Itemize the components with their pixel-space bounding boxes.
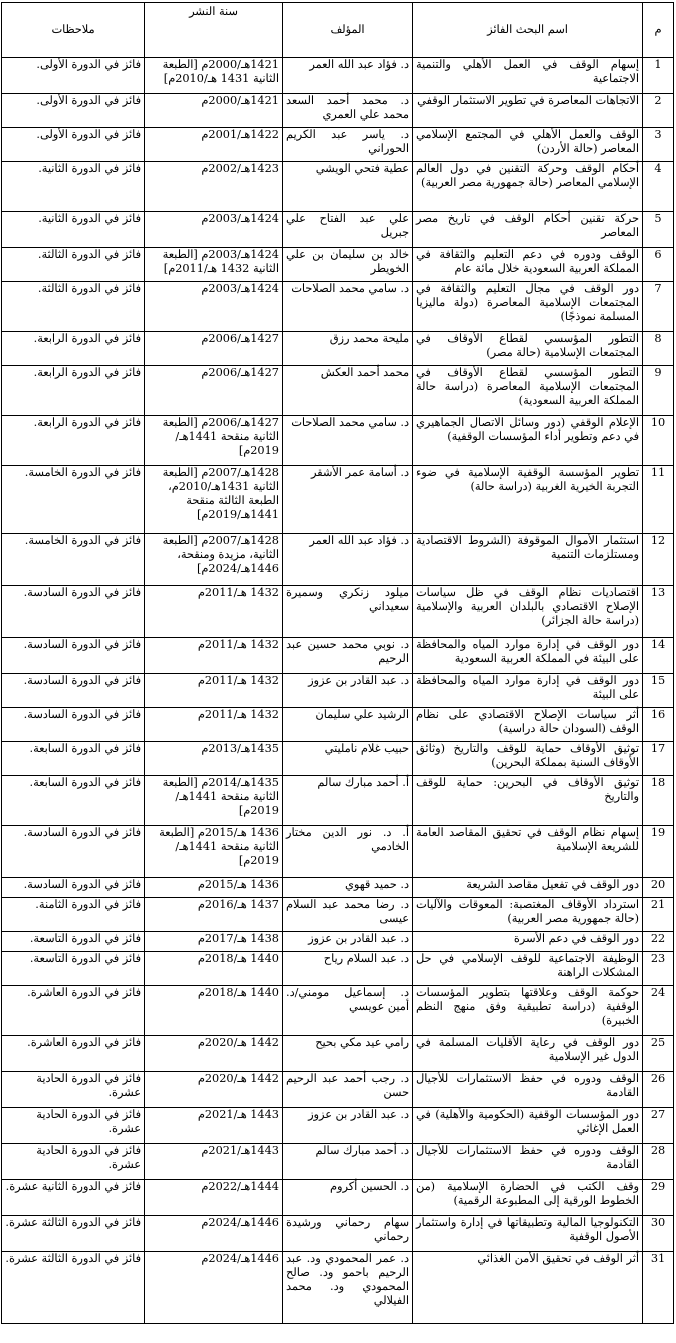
cell-author: د. فؤاد عبد الله العمر (283, 58, 413, 94)
table-row (2, 212, 674, 248)
cell-author: د. عبد القادر بن عزوز (283, 674, 413, 708)
cell-title: تطوير المؤسسة الوقفية الإسلامية في ضوء التجربة الخيرية الغربية (دراسة حالة) (413, 466, 643, 534)
table-row (2, 466, 674, 534)
cell-year: 1424هـ/2003م [الطبعة الثانية 1432 هـ/2011م] (145, 248, 283, 282)
cell-year: 1444هـ/2022م (145, 1180, 283, 1216)
table-row (2, 1144, 674, 1180)
cell-author: ميلود زنكري وسميرة سعيداني (283, 586, 413, 638)
cell-title: دور المؤسسات الوقفية (الحكومية والأهلية) في العمل الإغاثي (413, 1108, 643, 1144)
cell-number: 10 (643, 416, 674, 466)
cell-notes: فائز في الدورة الثالثة عشرة. (2, 1252, 145, 1324)
cell-title: استثمار الأموال الموقوفة (الشروط الاقتصادية ومستلزمات التنمية (413, 534, 643, 586)
cell-title: إسهام نظام الوقف في تحقيق المقاصد العامة للشريعة الإسلامية (413, 826, 643, 878)
header-number: م (643, 3, 674, 58)
table-row (2, 248, 674, 282)
table-row (2, 128, 674, 162)
cell-author: عطية فتحي الويشي (283, 162, 413, 212)
cell-notes: فائز في الدورة الخامسة. (2, 534, 145, 586)
cell-notes: فائز في الدورة الحادية عشرة. (2, 1108, 145, 1144)
cell-year: 1438 هـ/2017م (145, 932, 283, 952)
cell-title: التكنولوجيا المالية وتطبيقاتها في إدارة واستثمار الأصول الوقفية (413, 1216, 643, 1252)
cell-title: التطور المؤسسي لقطاع الأوقاف في المجتمعات الإسلامية المعاصرة (دراسة حالة المملكة العربية السعودية) (413, 366, 643, 416)
cell-author: د. سامي محمد الصلاحات (283, 282, 413, 332)
table-row (2, 986, 674, 1036)
table-row (2, 708, 674, 742)
cell-title: دور الوقف في مجال التعليم والثقافة في المجتمعات الإسلامية المعاصرة (دولة ماليزيا المسلمة نموذجًا) (413, 282, 643, 332)
cell-number: 24 (643, 986, 674, 1036)
cell-author: رامي عيد مكي بحيح (283, 1036, 413, 1072)
cell-author: علي عبد الفتاح علي جبريل (283, 212, 413, 248)
table-row (2, 586, 674, 638)
cell-title: الوظيفة الاجتماعية للوقف الإسلامي في حل المشكلات الراهنة (413, 952, 643, 986)
cell-number: 7 (643, 282, 674, 332)
cell-number: 17 (643, 742, 674, 776)
cell-notes: فائز في الدورة الثانية. (2, 162, 145, 212)
cell-author: د. عبد القادر بن عزوز (283, 932, 413, 952)
cell-number: 23 (643, 952, 674, 986)
table-row (2, 776, 674, 826)
table-body (2, 58, 674, 1324)
cell-year: 1435هـ/2014م [الطبعة الثانية منقحة 1441هـ/ 2019م] (145, 776, 283, 826)
winners-table (1, 2, 674, 1324)
cell-number: 13 (643, 586, 674, 638)
cell-number: 30 (643, 1216, 674, 1252)
cell-notes: فائز في الدورة العاشرة. (2, 986, 145, 1036)
cell-number: 14 (643, 638, 674, 674)
cell-author: سهام رحماني ورشيدة رحماني (283, 1216, 413, 1252)
cell-title: حركة تقنين أحكام الوقف في تاريخ مصر المعاصر (413, 212, 643, 248)
cell-notes: فائز في الدورة السادسة. (2, 878, 145, 898)
cell-author: د. سامي محمد الصلاحات (283, 416, 413, 466)
table-row (2, 878, 674, 898)
table-row (2, 1108, 674, 1144)
cell-title: وقف الكتب في الحضارة الإسلامية (من الخطوط الورقية إلى المطبوعة الرقمية) (413, 1180, 643, 1216)
cell-year: 1424هـ/2003م (145, 212, 283, 248)
cell-author: مليحة محمد رزق (283, 332, 413, 366)
cell-number: 31 (643, 1252, 674, 1324)
header-author: المؤلف (283, 3, 413, 58)
table-row (2, 416, 674, 466)
cell-notes: فائز في الدورة الرابعة. (2, 366, 145, 416)
cell-author: حبيب غلام نامليتي (283, 742, 413, 776)
cell-number: 6 (643, 248, 674, 282)
cell-title: دور الوقف في تفعيل مقاصد الشريعة (413, 878, 643, 898)
cell-title: حوكمة الوقف وعلاقتها بتطوير المؤسسات الوقفية (دراسة تطبيقية وفق منهج النظم الخبيرة) (413, 986, 643, 1036)
cell-title: الإعلام الوقفي (دور وسائل الاتصال الجماهيري في دعم وتطوير أداء المؤسسات الوقفية) (413, 416, 643, 466)
cell-year: 1428هـ/2007م [الطبعة الثانية 1431هـ/2010م، الطبعة الثالثة منقحة 1441هـ/2019م] (145, 466, 283, 534)
cell-number: 11 (643, 466, 674, 534)
cell-author: د. محمد أحمد السعد محمد علي العمري (283, 94, 413, 128)
cell-title: توثيق الأوقاف حماية للوقف والتاريخ (وثائق الأوقاف السنية بمملكة البحرين) (413, 742, 643, 776)
cell-number: 28 (643, 1144, 674, 1180)
cell-number: 20 (643, 878, 674, 898)
table-row (2, 332, 674, 366)
cell-number: 19 (643, 826, 674, 878)
header-title: اسم البحث الفائز (413, 3, 643, 58)
cell-title: أثر سياسات الإصلاح الاقتصادي على نظام الوقف (السودان حالة دراسية) (413, 708, 643, 742)
cell-year: 1428هـ/2007م [الطبعة الثانية، مزيدة ومنقحة، 1446هـ/2024م] (145, 534, 283, 586)
cell-number: 5 (643, 212, 674, 248)
header-year: سنة النشر (145, 3, 283, 58)
cell-notes: فائز في الدورة الثامنة. (2, 898, 145, 932)
table-row (2, 94, 674, 128)
cell-number: 18 (643, 776, 674, 826)
cell-year: 1424هـ/2003م (145, 282, 283, 332)
cell-number: 16 (643, 708, 674, 742)
cell-title: توثيق الأوقاف في البحرين: حماية للوقف والتاريخ (413, 776, 643, 826)
cell-notes: فائز في الدورة الثالثة. (2, 282, 145, 332)
cell-notes: فائز في الدورة الثالثة. (2, 248, 145, 282)
cell-notes: فائز في الدورة السابعة. (2, 742, 145, 776)
cell-title: أثر الوقف في تحقيق الأمن الغذائي (413, 1252, 643, 1324)
cell-number: 25 (643, 1036, 674, 1072)
cell-title: الوقف ودوره في حفظ الاستثمارات للأجيال القادمة (413, 1072, 643, 1108)
cell-number: 27 (643, 1108, 674, 1144)
cell-year: 1421هـ/2000م (145, 94, 283, 128)
cell-year: 1442 هـ/2020م (145, 1072, 283, 1108)
cell-author: د. فؤاد عبد الله العمر (283, 534, 413, 586)
cell-notes: فائز في الدورة التاسعة. (2, 932, 145, 952)
cell-notes: فائز في الدورة الحادية عشرة. (2, 1144, 145, 1180)
cell-notes: فائز في الدورة السادسة. (2, 708, 145, 742)
cell-number: 15 (643, 674, 674, 708)
table-row (2, 826, 674, 878)
table-row (2, 282, 674, 332)
cell-year: 1432 هـ/2011م (145, 708, 283, 742)
cell-number: 8 (643, 332, 674, 366)
cell-number: 29 (643, 1180, 674, 1216)
cell-year: 1432 هـ/2011م (145, 638, 283, 674)
cell-title: الوقف والعمل الأهلي في المجتمع الإسلامي المعاصر (حالة الأردن) (413, 128, 643, 162)
cell-notes: فائز في الدورة الأولى. (2, 94, 145, 128)
cell-year: 1437 هـ/2016م (145, 898, 283, 932)
cell-number: 4 (643, 162, 674, 212)
cell-number: 21 (643, 898, 674, 932)
cell-year: 1436 هـ/2015م (145, 878, 283, 898)
cell-title: التطور المؤسسي لقطاع الأوقاف في المجتمعات الإسلامية (حالة مصر) (413, 332, 643, 366)
table-row (2, 952, 674, 986)
cell-number: 9 (643, 366, 674, 416)
table-row (2, 1216, 674, 1252)
cell-notes: فائز في الدورة السادسة. (2, 638, 145, 674)
cell-notes: فائز في الدورة التاسعة. (2, 952, 145, 986)
cell-author: د. عبد القادر بن عزوز (283, 1108, 413, 1144)
cell-notes: فائز في الدورة الحادية عشرة. (2, 1072, 145, 1108)
cell-title: دور الوقف في رعاية الأقليات المسلمة في الدول غير الإسلامية (413, 1036, 643, 1072)
cell-title: استرداد الأوقاف المغتصبة: المعوقات والآليات (حالة جمهورية مصر العربية) (413, 898, 643, 932)
cell-year: 1443هـ/2021م (145, 1144, 283, 1180)
cell-title: أحكام الوقف وحركة التقنين في دول العالم الإسلامي المعاصر (حالة جمهورية مصر العربية) (413, 162, 643, 212)
cell-title: الوقف ودوره في حفظ الاستثمارات للأجيال القادمة (413, 1144, 643, 1180)
cell-notes: فائز في الدورة السادسة. (2, 674, 145, 708)
cell-notes: فائز في الدورة السادسة. (2, 586, 145, 638)
cell-number: 26 (643, 1072, 674, 1108)
cell-year: 1427هـ/2006م (145, 366, 283, 416)
cell-title: دور الوقف في دعم الأسرة (413, 932, 643, 952)
table-row (2, 742, 674, 776)
cell-title: الوقف ودوره في دعم التعليم والثقافة في المملكة العربية السعودية خلال مائة عام (413, 248, 643, 282)
table-row (2, 1180, 674, 1216)
cell-year: 1442 هـ/2020م (145, 1036, 283, 1072)
header-notes: ملاحظات (2, 3, 145, 58)
cell-author: د. الحسين أكروم (283, 1180, 413, 1216)
cell-year: 1446هـ/2024م (145, 1216, 283, 1252)
cell-year: 1432 هـ/2011م (145, 674, 283, 708)
table-row (2, 638, 674, 674)
cell-year: 1427هـ/2006م [الطبعة الثانية منقحة 1441هـ/ 2019م] (145, 416, 283, 466)
cell-year: 1435هـ/2013م (145, 742, 283, 776)
cell-year: 1432 هـ/2011م (145, 586, 283, 638)
table-row (2, 534, 674, 586)
table-row (2, 898, 674, 932)
table-row (2, 932, 674, 952)
cell-author: الرشيد علي سليمان (283, 708, 413, 742)
cell-notes: فائز في الدورة السادسة. (2, 826, 145, 878)
cell-author: أ. أحمد مبارك سالم (283, 776, 413, 826)
cell-author: أ. د. نور الدين مختار الخادمي (283, 826, 413, 878)
table-row (2, 58, 674, 94)
cell-year: 1443 هـ/2021م (145, 1108, 283, 1144)
cell-notes: فائز في الدورة الرابعة. (2, 332, 145, 366)
cell-title: دور الوقف في إدارة موارد المياه والمحافظة على البيئة (413, 674, 643, 708)
cell-title: إسهام الوقف في العمل الأهلي والتنمية الاجتماعية (413, 58, 643, 94)
cell-author: د. نوبي محمد حسين عبد الرحيم (283, 638, 413, 674)
cell-title: دور الوقف في إدارة موارد المياه والمحافظة على البيئة في المملكة العربية السعودية (413, 638, 643, 674)
cell-author: د. رجب أحمد عبد الرحيم حسن (283, 1072, 413, 1108)
cell-notes: فائز في الدورة الأولى. (2, 128, 145, 162)
cell-year: 1427هـ/2006م (145, 332, 283, 366)
cell-notes: فائز في الدورة السابعة. (2, 776, 145, 826)
table-header-row (2, 3, 674, 58)
table-row (2, 366, 674, 416)
cell-year: 1436 هـ/2015م [الطبعة الثانية منقحة 1441هـ/ 2019م] (145, 826, 283, 878)
cell-year: 1422هـ/2001م (145, 128, 283, 162)
cell-author: د. ياسر عبد الكريم الحوراني (283, 128, 413, 162)
cell-year: 1423هـ/2002م (145, 162, 283, 212)
table-row (2, 1252, 674, 1324)
table-row (2, 1072, 674, 1108)
cell-notes: فائز في الدورة الرابعة. (2, 416, 145, 466)
cell-year: 1440 هـ/2018م (145, 986, 283, 1036)
cell-notes: فائز في الدورة الثانية. (2, 212, 145, 248)
cell-year: 1440 هـ/2018م (145, 952, 283, 986)
cell-notes: فائز في الدورة الأولى. (2, 58, 145, 94)
cell-number: 1 (643, 58, 674, 94)
cell-author: محمد أحمد العكش (283, 366, 413, 416)
cell-notes: فائز في الدورة الخامسة. (2, 466, 145, 534)
cell-title: اقتصاديات نظام الوقف في ظل سياسات الإصلاح الاقتصادي بالبلدان العربية والإسلامية (دراسة حالة الجزائر) (413, 586, 643, 638)
cell-notes: فائز في الدورة الثالثة عشرة. (2, 1216, 145, 1252)
cell-number: 2 (643, 94, 674, 128)
cell-author: د. أسامة عمر الأشقر (283, 466, 413, 534)
cell-author: د. حميد قهوي (283, 878, 413, 898)
cell-author: د. عبد السلام رياح (283, 952, 413, 986)
cell-title: الاتجاهات المعاصرة في تطوير الاستثمار الوقفي (413, 94, 643, 128)
cell-notes: فائز في الدورة الثانية عشرة. (2, 1180, 145, 1216)
cell-author: د. أحمد مبارك سالم (283, 1144, 413, 1180)
cell-author: د. رضا محمد عبد السلام عيسى (283, 898, 413, 932)
cell-number: 22 (643, 932, 674, 952)
cell-author: د. عمر المحمودي ود. عبد الرحيم باحمو ود. صالح المحمودي ود. محمد الفيلالي (283, 1252, 413, 1324)
table-row (2, 162, 674, 212)
cell-number: 3 (643, 128, 674, 162)
cell-year: 1446هـ/2024م (145, 1252, 283, 1324)
table-row (2, 1036, 674, 1072)
cell-author: خالد بن سليمان بن علي الخويطر (283, 248, 413, 282)
table-row (2, 674, 674, 708)
cell-author: د. إسماعيل مومني/د. أمين عويسي (283, 986, 413, 1036)
cell-number: 12 (643, 534, 674, 586)
cell-notes: فائز في الدورة العاشرة. (2, 1036, 145, 1072)
cell-year: 1421هـ/2000م [الطبعة الثانية 1431 هـ/2010م] (145, 58, 283, 94)
